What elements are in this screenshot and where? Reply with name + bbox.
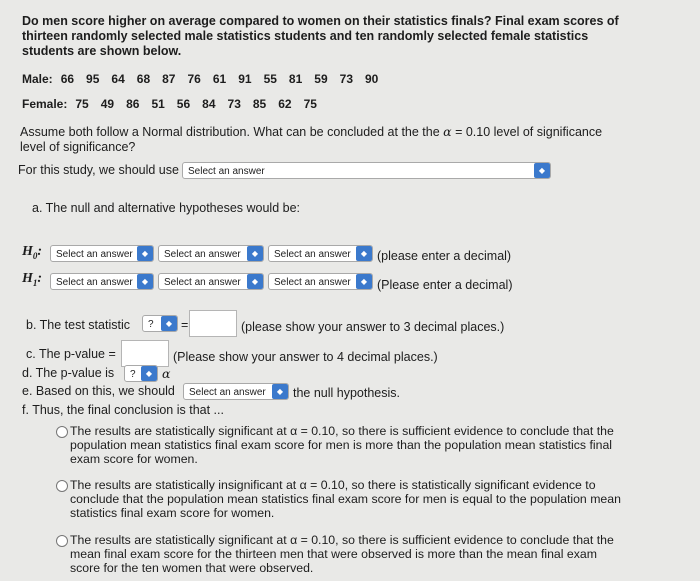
male-score: 81 [288,72,303,86]
female-score: 73 [227,97,241,111]
male-score: 68 [136,72,151,86]
chevron-updown-icon: ◆ [137,246,153,261]
male-score: 90 [365,72,379,86]
female-scores-row [22,97,329,111]
study-select-value: Select an answer [188,166,265,177]
chevron-updown-icon: ◆ [137,274,153,289]
female-score: 51 [151,97,165,111]
part-e-label: e. Based on this, we should [22,384,175,398]
female-label: Female: [22,97,68,111]
h1-select-1[interactable] [50,273,154,290]
h0-select-3[interactable] [268,245,373,262]
chevron-updown-icon: ◆ [247,274,263,289]
part-b-label: b. The test statistic [26,318,130,332]
part-c-label: c. The p-value = [26,347,116,361]
study-select[interactable] [182,162,551,179]
study-label: For this study, we should use [18,163,179,177]
female-score: 86 [126,97,140,111]
male-score: 66 [60,72,75,86]
male-score: 91 [238,72,252,86]
male-score: 61 [212,72,227,86]
part-e-after: the null hypothesis. [293,386,401,400]
p-value-compare-select[interactable] [124,365,158,382]
male-score: 64 [111,72,125,86]
female-score: 84 [202,97,216,111]
p-value-input[interactable] [121,340,169,367]
h0-select-3-value: Select an answer [274,249,351,260]
conclusion-option-2[interactable]: The results are statistically insignificant at α = 0.10, so there is statistically significant evidence to conclude that the population mean statistics final exam score for men is equal to the population mean statistics final exam score for women. [70,478,621,520]
male-scores-row [22,72,390,86]
female-score: 75 [303,97,317,111]
chevron-updown-icon: ◆ [534,163,550,178]
chevron-updown-icon: ◆ [356,246,372,261]
male-score: 76 [187,72,201,86]
part-b-hint: (please show your answer to 3 decimal places.) [241,320,505,334]
h1-label: $H_1$: [22,271,43,288]
chevron-updown-icon: ◆ [356,274,372,289]
male-label: Male: [22,72,53,86]
part-a-label: a. The null and alternative hypotheses would be: [32,201,301,215]
assumption-text-end: = 0.10 level of significance level of significance? [20,125,603,154]
conclusion-option-3[interactable]: The results are statistically significant at α = 0.10, so there is sufficient evidence to conclude that the mean final exam score for the thirteen men that were observed is more than the mean final exam score for the ten women that were observed. [70,533,614,575]
question-text: Do men score higher on average compared to women on their statistics finals? Final exam scores of thirteen randomly selected male statistics students and ten randomly selected female statistics students are shown below. [22,14,619,58]
h0-select-2[interactable] [158,245,264,262]
part-c-hint: (Please show your answer to 4 decimal places.) [173,350,438,364]
h1-select-2[interactable] [158,273,264,290]
part-d-label: d. The p-value is [22,366,115,380]
h1-select-2-value: Select an answer [164,277,241,288]
reject-decision-select[interactable] [183,383,289,400]
p-value-compare-select-value: ? [130,369,136,380]
assumption-text-start: Assume both follow a Normal distribution. What can be concluded at the the [20,125,444,139]
female-score: 56 [176,97,191,111]
assumption-text [20,124,630,155]
part-f-label: f. Thus, the final conclusion is that ... [22,403,224,417]
chevron-updown-icon: ◆ [247,246,263,261]
female-score: 49 [100,97,115,111]
conclusion-radio-2[interactable] [56,480,68,492]
conclusion-radio-1[interactable] [56,426,68,438]
conclusion-radio-3[interactable] [56,535,68,547]
male-score: 73 [339,72,353,86]
test-statistic-select-value: ? [148,319,154,330]
chevron-updown-icon: ◆ [272,384,288,399]
female-score: 62 [278,97,292,111]
h0-select-1-value: Select an answer [56,249,133,260]
h1-select-3[interactable] [268,273,373,290]
h0-select-2-value: Select an answer [164,249,241,260]
h0-hint: (please enter a decimal) [377,249,512,263]
test-statistic-input[interactable] [189,310,237,337]
h1-select-1-value: Select an answer [56,277,133,288]
conclusion-option-1[interactable]: The results are statistically significant at α = 0.10, so there is sufficient evidence to conclude that the population mean statistics final exam score for men is more than the population mean statistics final exam score for women. [70,424,614,466]
test-statistic-select[interactable] [142,315,178,332]
h1-select-3-value: Select an answer [274,277,351,288]
equals-sign: = [181,318,189,332]
h0-select-1[interactable] [50,245,154,262]
male-score: 95 [86,72,100,86]
male-score: 87 [162,72,176,86]
female-score: 75 [75,97,89,111]
female-score: 85 [252,97,267,111]
male-score: 55 [263,72,277,86]
h0-label: $H_0$: [22,244,43,261]
male-score: 59 [314,72,328,86]
chevron-updown-icon: ◆ [141,366,157,381]
alpha-symbol: α [162,366,171,381]
reject-decision-select-value: Select an answer [189,387,266,398]
h1-hint: (Please enter a decimal) [377,278,513,292]
alpha-symbol: α [443,124,452,139]
chevron-updown-icon: ◆ [161,316,177,331]
